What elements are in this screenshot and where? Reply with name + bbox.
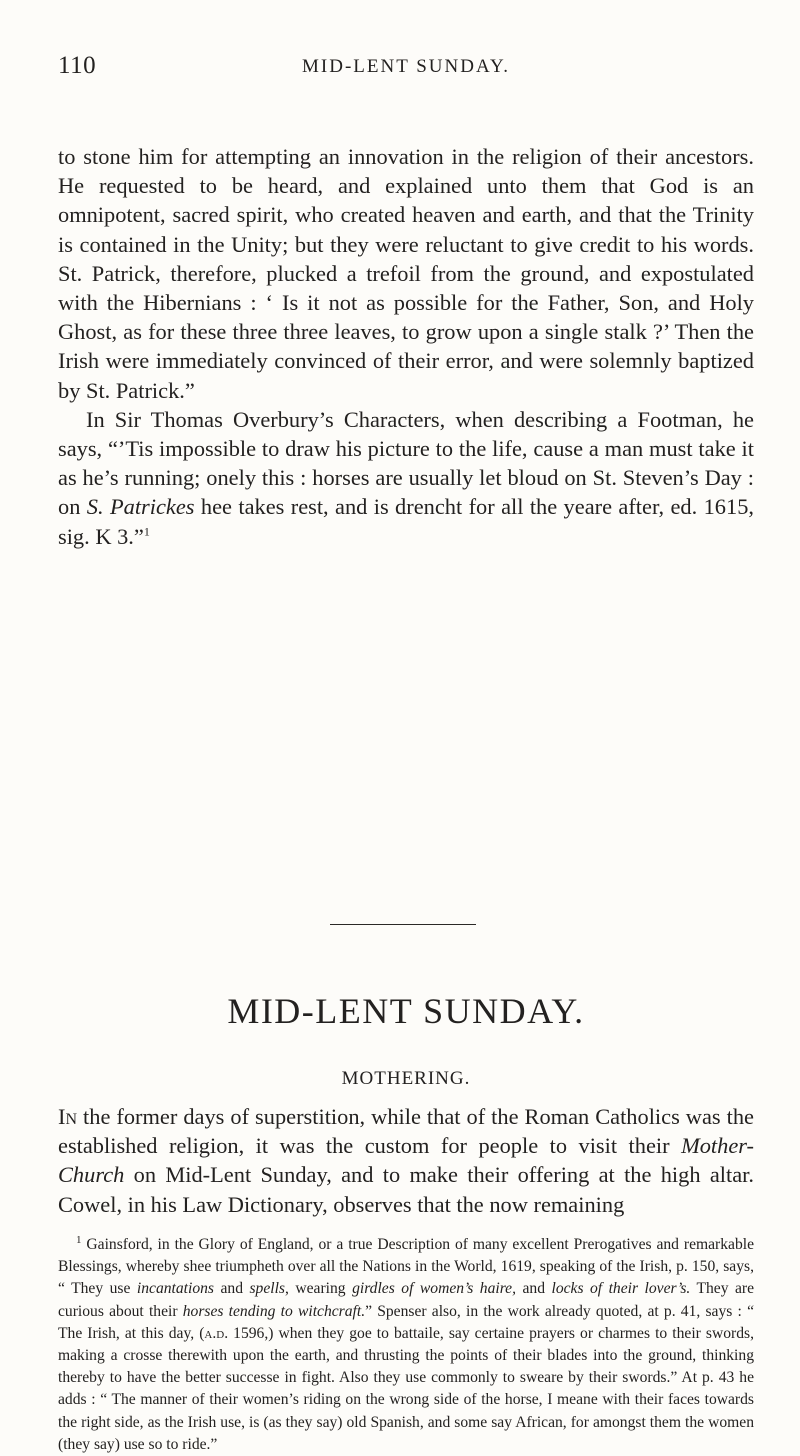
body-text (58, 142, 754, 551)
mothering-text-a: the former days of superstition, while that of the Roman Catholics was the established religion, it was the custom for people to visit their (58, 1104, 754, 1159)
fn-t1: Gainsford, in the Glory of England, or a true Description of many excellent Prerogatives and remarkable Blessings, whereby shee triumpheth over all the Nations in the World, 1619, speaking of the Irish, p. 150, says, “ They use (58, 1236, 754, 1298)
overbury-italic: S. Patrickes (86, 494, 195, 520)
fn-t2: and (214, 1280, 250, 1298)
fn-t4: and (516, 1280, 552, 1298)
footnote-reference: 1 (143, 524, 150, 539)
fn-i2: spells (249, 1280, 285, 1298)
fn-i4: locks of their lover’s. (551, 1280, 691, 1298)
fn-i3: girdles of women’s haire, (352, 1280, 517, 1298)
fn-i5: horses tending to witchcraft. (182, 1302, 366, 1320)
paragraph-continuation: to stone him for attempting an innovation in the religion of their ancestors. He requested to be heard, and explained unto them that God is an omnipotent, sacred spirit, who created heaven and earth, and that the Trinity is contained in the Unity; but they were reluctant to give credit to his words. St. Patrick, therefore, plucked a trefoil from the ground, and expostulated with the Hibernians : ‘ Is it not as possible for the Father, Son, and Holy Ghost, as for these three three leaves, to grow upon a single stalk ?’ Then the Irish were immediately convinced of their error, and were solemnly baptized by St. Patrick.” (58, 144, 754, 403)
fn-t3: , wearing (285, 1280, 353, 1298)
section-divider (330, 924, 476, 925)
footnote (58, 1229, 754, 1456)
overbury-text-a: In Sir Thomas Overbury’s Characters, when describing a Footman, he says, “’Tis impossible to draw his picture to the life, cause a man must take it as he’s running; onely this : horses are usually let bloud on St. Steven’s Day : on (58, 406, 754, 520)
section-subheading: MOTHERING. (341, 1068, 471, 1089)
overbury-text-b: hee takes rest, and is drencht for all the yeare after, ed. 1615, sig. K 3.” (58, 494, 754, 549)
running-title: MID-LENT SUNDAY. (302, 56, 510, 77)
footnote-paragraph (58, 1229, 754, 1456)
section-text (58, 1102, 754, 1219)
mothering-italic: Mother-Church (58, 1133, 754, 1188)
fn-t7: 1596,) when they goe to battaile, say certaine prayers or charmes to their swords, making a crosse therewith upon the earth, and thrusting the points of their blades into the ground, thinking thereby to have the better successe in fight. Also they use commonly to sweare by their swords.” At p. 43 he adds : “ The manner of their women’s riding on the wrong side of the horse, I meane with their faces towards the right side, as the Irish use, is (as they say) old Spanish, and some say African, for amongst them the women (they say) use so to ride.” (58, 1324, 754, 1453)
mothering-text-b: on Mid-Lent Sunday, and to make their offering at the high altar. Cowel, in his Law Dictionary, observes that the now remaining (58, 1162, 754, 1217)
paragraph-overbury (58, 405, 754, 551)
fn-i1: incantations (136, 1280, 214, 1298)
fn-sc1: a.d. (204, 1324, 229, 1342)
fn-t5: They are curious about their (58, 1280, 755, 1320)
running-head (58, 52, 754, 82)
drop-word: In (58, 1104, 78, 1129)
page-number: 110 (58, 52, 97, 79)
paragraph-mothering (58, 1102, 754, 1219)
footnote-mark: 1 (76, 1234, 82, 1246)
fn-t6: ” Spenser also, in the work already quoted, at p. 41, says : “ The Irish, at this day, ( (58, 1302, 754, 1342)
section-heading: MID-LENT SUNDAY. (227, 991, 585, 1031)
